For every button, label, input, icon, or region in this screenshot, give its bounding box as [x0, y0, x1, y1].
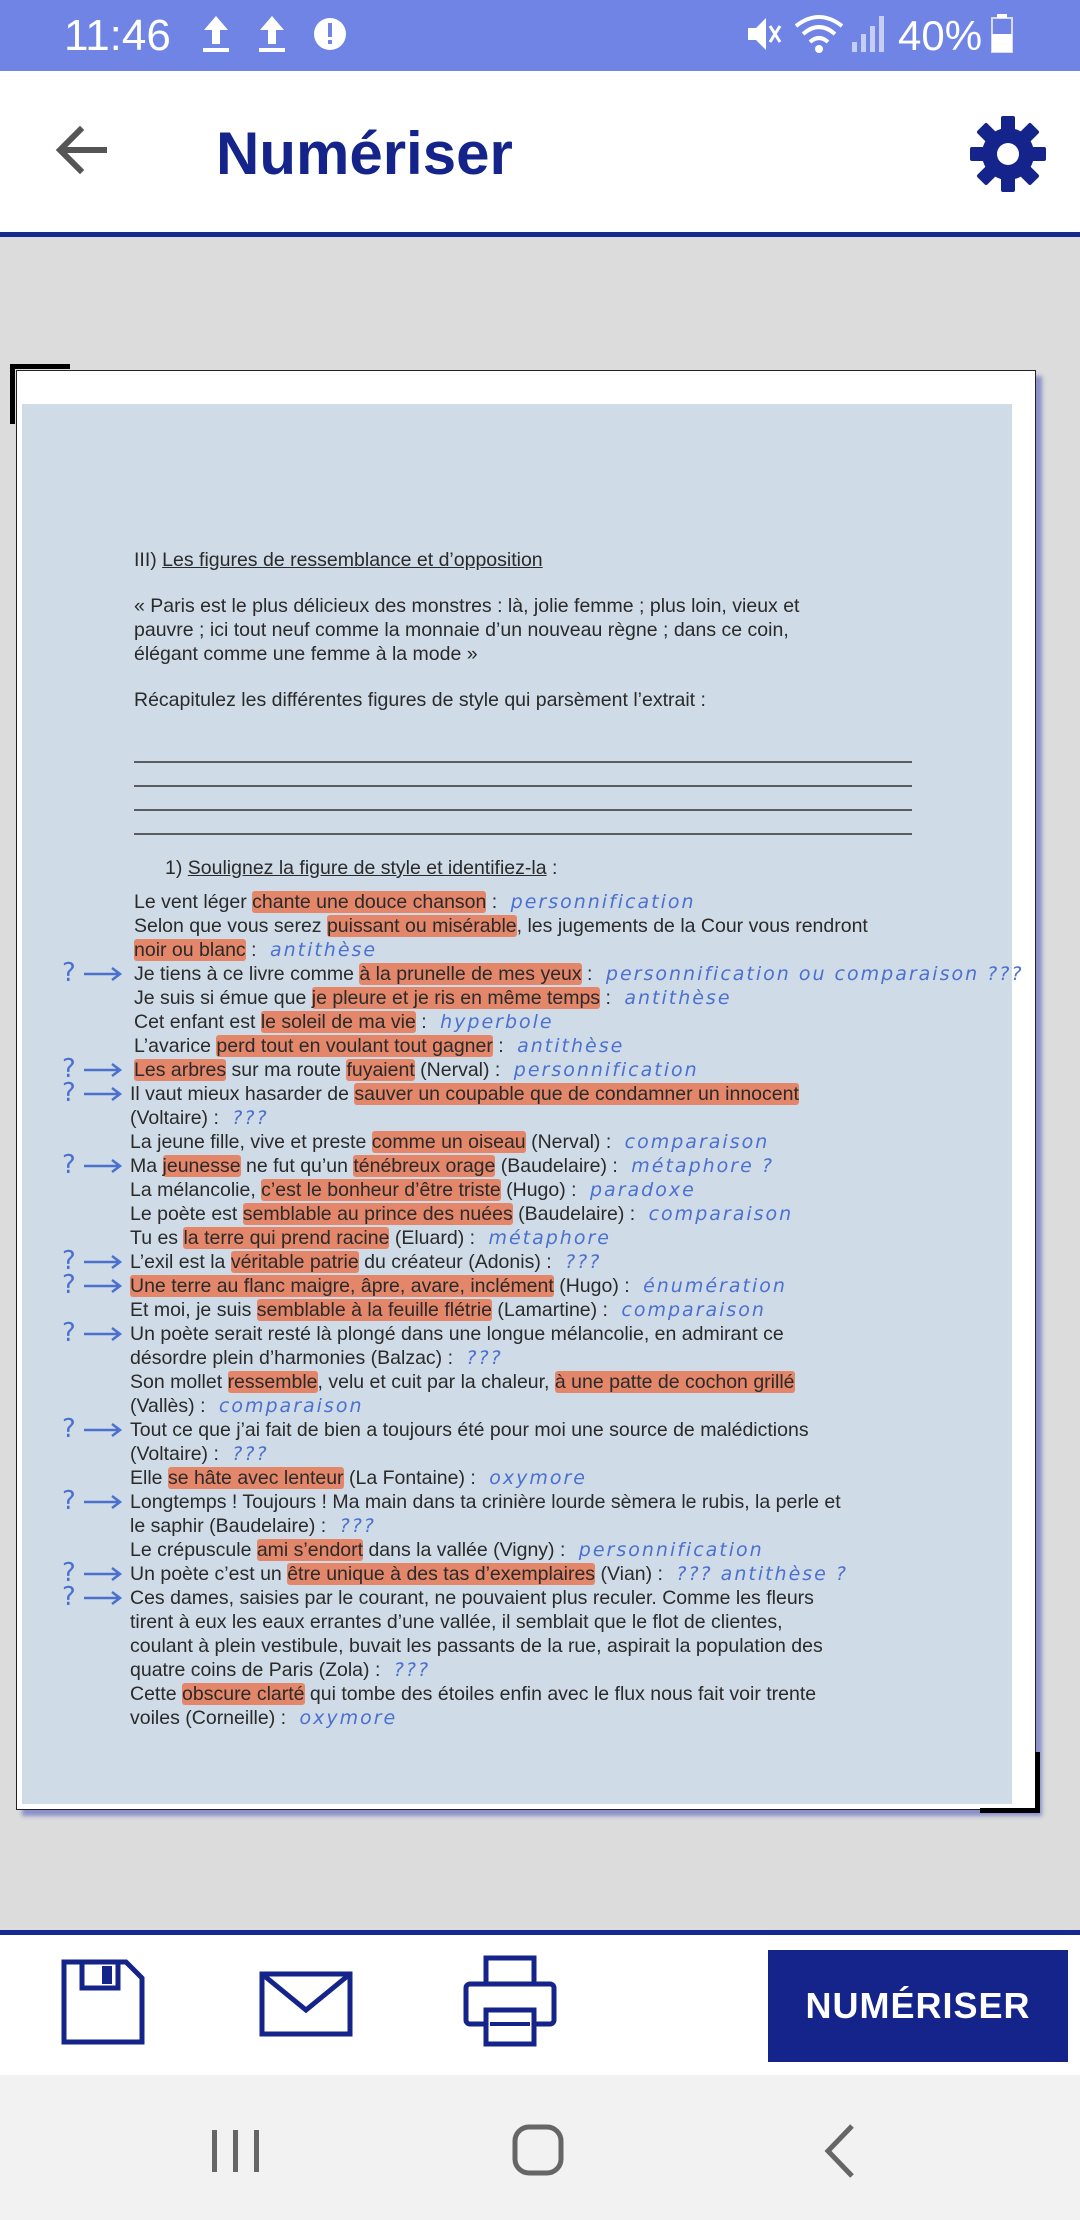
margin-arrow [84, 1160, 120, 1172]
handwritten-answer: antithèse [624, 987, 732, 1009]
exercise-sentence: noir ou blanc : antithèse [134, 939, 378, 961]
margin-arrow [84, 1568, 120, 1580]
exercise-sentence: (Voltaire) : ??? [130, 1443, 269, 1465]
handwritten-answer: comparaison [621, 1299, 766, 1321]
exercise-sentence: Selon que vous serez puissant ou misérable, les jugements de la Cour vous rendront [134, 915, 868, 937]
handwritten-answer: comparaison [648, 1203, 794, 1225]
exercise-sentence: Ma jeunesse ne fut qu’un ténébreux orage (Baudelaire) : métaphore ? [130, 1155, 774, 1177]
handwritten-answer: paradoxe [590, 1179, 696, 1201]
handwritten-answer: oxymore [489, 1467, 587, 1489]
document-heading: III) Les figures de ressemblance et d’opposition [134, 549, 543, 571]
recents-icon[interactable] [196, 2116, 276, 2186]
upload-icon [256, 12, 288, 56]
envelope-icon[interactable] [256, 1952, 356, 2052]
document-quote-line: pauvre ; ici tout neuf comme la monnaie d’un nouveau règne ; dans ce coin, [134, 619, 789, 641]
exercise-sentence: Le crépuscule ami s’endort dans la vallée (Vigny) : personnification [130, 1539, 764, 1561]
crop-handle-bottom-right-v[interactable] [1035, 1752, 1040, 1813]
handwritten-answer: métaphore ? [631, 1155, 774, 1177]
exercise-sentence: Je suis si émue que je pleure et je ris en même temps : antithèse [134, 987, 732, 1009]
handwritten-answer: comparaison [624, 1131, 770, 1153]
margin-question-mark: ? [62, 1318, 76, 1348]
exercise-sentence: L’avarice perd tout en voulant tout gagner : antithèse [134, 1035, 625, 1057]
margin-arrow [84, 1256, 120, 1268]
margin-question-mark: ? [62, 1486, 76, 1516]
handwritten-answer: personnification [578, 1539, 764, 1561]
exercise-sentence: Le poète est semblable au prince des nuées (Baudelaire) : comparaison [130, 1203, 794, 1225]
handwritten-answer: ??? antithèse ? [676, 1563, 848, 1585]
exercise-sentence: Tu es la terre qui prend racine (Eluard) : métaphore [130, 1227, 611, 1249]
document-quote-line: « Paris est le plus délicieux des monstres : là, jolie femme ; plus loin, vieux et [134, 595, 800, 617]
battery-percent: 40% [898, 12, 983, 59]
exercise-sentence: (Voltaire) : ??? [130, 1107, 269, 1129]
margin-arrow [84, 1280, 120, 1292]
margin-question-mark: ? [62, 1150, 76, 1180]
exercise-sentence: Les arbres sur ma route fuyaient (Nerval) : personnification [134, 1059, 699, 1081]
margin-arrow [84, 1328, 120, 1340]
exercise-sentence: Il vaut mieux hasarder de sauver un coupable que de condamner un innocent [130, 1083, 799, 1105]
margin-arrow [84, 968, 120, 980]
handwritten-answer: antithèse [517, 1035, 625, 1057]
exercise-sentence: Un poète c’est un être unique à des tas d’exemplaires (Vian) : ??? antithèse ? [130, 1563, 848, 1585]
exercise-sentence: La mélancolie, c’est le bonheur d’être triste (Hugo) : paradoxe [130, 1179, 696, 1201]
page-title: Numériser [216, 120, 513, 187]
margin-question-mark: ? [62, 1054, 76, 1084]
crop-handle-top-left-v[interactable] [10, 364, 15, 424]
exercise-sentence: Une terre au flanc maigre, âpre, avare, inclément (Hugo) : énumération [130, 1275, 787, 1297]
battery-icon [988, 12, 1016, 56]
exercise-sentence: désordre plein d’harmonies (Balzac) : ??? [130, 1347, 503, 1369]
upload-icon [200, 12, 232, 56]
gear-icon[interactable] [966, 112, 1050, 196]
handwritten-answer: ??? [232, 1443, 269, 1465]
arrow-left-icon[interactable] [44, 112, 120, 188]
home-icon[interactable] [498, 2116, 578, 2186]
mute-icon [742, 12, 782, 56]
handwritten-answer: hyperbole [440, 1011, 554, 1033]
nav-back-icon[interactable] [800, 2116, 880, 2186]
exercise-sentence: Un poète serait resté là plongé dans une longue mélancolie, en admirant ce [130, 1323, 784, 1345]
alert-icon [312, 12, 348, 56]
exercise-sentence: Elle se hâte avec lenteur (La Fontaine) : oxymore [130, 1467, 587, 1489]
margin-arrow [84, 1496, 120, 1508]
margin-arrow [84, 1592, 120, 1604]
exercise-sentence: Cette obscure clarté qui tombe des étoiles enfin avec le flux nous fait voir trente [130, 1683, 817, 1705]
status-bar [0, 0, 1080, 71]
handwritten-answer: personnification ou comparaison ??? [605, 963, 1024, 985]
handwritten-answer: comparaison [218, 1395, 364, 1417]
margin-question-mark: ? [62, 1078, 76, 1108]
document-quote-line: élégant comme une femme à la mode » [134, 643, 478, 665]
margin-question-mark: ? [62, 958, 76, 988]
crop-handle-top-left[interactable] [10, 364, 70, 369]
exercise-sentence: quatre coins de Paris (Zola) : ??? [130, 1659, 431, 1681]
exercise-sentence: Je tiens à ce livre comme à la prunelle de mes yeux : personnification ou comparaison ??? [134, 963, 1024, 985]
exercise-sentence: Ces dames, saisies par le courant, ne pouvaient plus reculer. Comme les fleurs [130, 1587, 814, 1609]
exercise-sentence: voiles (Corneille) : oxymore [130, 1707, 398, 1729]
handwritten-answer: oxymore [299, 1707, 398, 1729]
handwritten-answer: antithèse [269, 939, 378, 961]
margin-arrow [84, 1088, 120, 1100]
handwritten-answer: ??? [232, 1107, 269, 1129]
handwritten-answer: ??? [565, 1251, 602, 1273]
wifi-icon [792, 12, 846, 56]
exercise-sentence: Et moi, je suis semblable à la feuille flétrie (Lamartine) : comparaison [130, 1299, 766, 1321]
exercise-title: 1) Soulignez la figure de style et identifiez-la : [165, 857, 558, 879]
margin-question-mark: ? [62, 1414, 76, 1444]
margin-question-mark: ? [62, 1270, 76, 1300]
document-instruction: Récapitulez les différentes figures de style qui parsèment l’extrait : [134, 689, 706, 711]
margin-question-mark: ? [62, 1246, 76, 1276]
handwritten-answer: personnification [510, 891, 696, 913]
margin-arrow [84, 1424, 120, 1436]
printer-icon[interactable] [460, 1952, 560, 2052]
handwritten-answer: ??? [339, 1515, 376, 1537]
crop-handle-bottom-right[interactable] [980, 1808, 1040, 1813]
exercise-sentence: le saphir (Baudelaire) : ??? [130, 1515, 376, 1537]
handwritten-answer: ??? [393, 1659, 431, 1681]
exercise-sentence: Longtemps ! Toujours ! Ma main dans ta crinière lourde sèmera le rubis, la perle et [130, 1491, 841, 1513]
handwritten-answer: métaphore [488, 1227, 611, 1249]
scan-button[interactable]: NUMÉRISER [768, 1950, 1068, 2062]
floppy-disk-icon[interactable] [52, 1952, 152, 2052]
exercise-sentence: L’exil est la véritable patrie du créateur (Adonis) : ??? [130, 1251, 602, 1273]
exercise-sentence: tirent à eux les eaux errantes d’une vallée, il semblait que le flot de clientes, [130, 1611, 783, 1633]
exercise-sentence: Le vent léger chante une douce chanson : personnification [134, 891, 696, 913]
scanned-document [22, 404, 1024, 1804]
exercise-sentence: Cet enfant est le soleil de ma vie : hyperbole [134, 1011, 554, 1033]
exercise-sentence: coulant à plein vestibule, buvait les passants de la rue, aspirait la population des [130, 1635, 823, 1657]
margin-arrow [84, 1064, 120, 1076]
signal-icon [850, 12, 888, 56]
status-time: 11:46 [64, 11, 171, 60]
exercise-sentence: La jeune fille, vive et preste comme un oiseau (Nerval) : comparaison [130, 1131, 770, 1153]
handwritten-answer: ??? [466, 1347, 503, 1369]
exercise-sentence: Son mollet ressemble, velu et cuit par la chaleur, à une patte de cochon grillé [130, 1371, 795, 1393]
exercise-sentence: (Vallès) : comparaison [130, 1395, 364, 1417]
margin-question-mark: ? [62, 1582, 76, 1612]
app-bar [0, 71, 1080, 233]
handwritten-answer: personnification [513, 1059, 699, 1081]
margin-question-mark: ? [62, 1558, 76, 1588]
handwritten-answer: énumération [643, 1275, 787, 1297]
exercise-sentence: Tout ce que j’ai fait de bien a toujours été pour moi une source de malédictions [130, 1419, 809, 1441]
